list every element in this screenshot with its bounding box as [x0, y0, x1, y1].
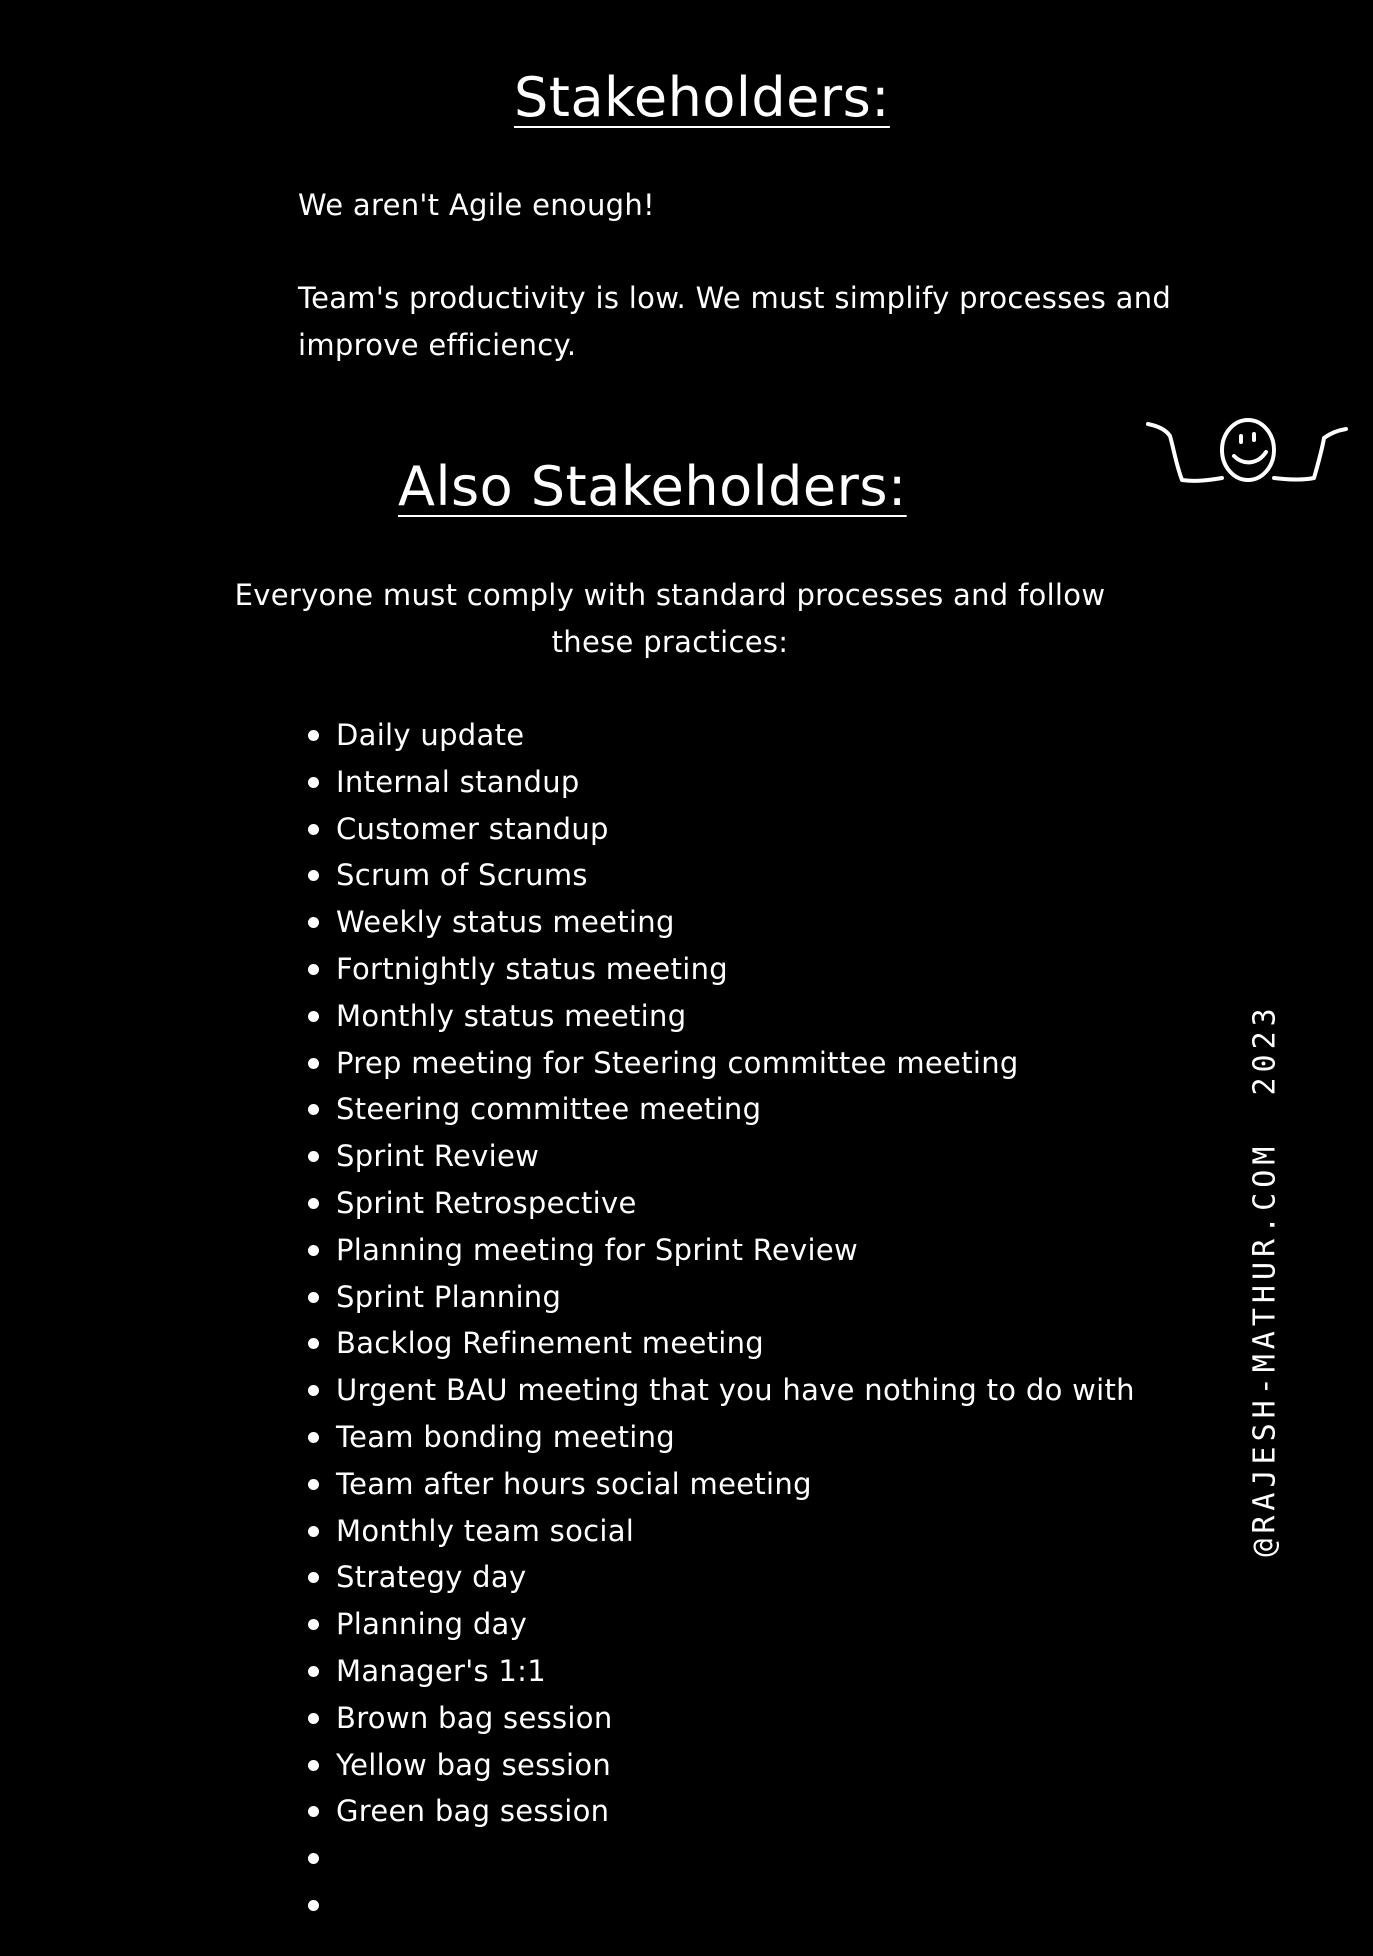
- practice-item: Sprint Retrospective: [306, 1180, 1135, 1227]
- practice-item: Monthly team social: [306, 1508, 1135, 1555]
- practice-item: Strategy day: [306, 1554, 1135, 1601]
- statement-not-agile: We aren't Agile enough!: [298, 188, 655, 222]
- practices-list: [306, 712, 1135, 1929]
- practice-item: Customer standup: [306, 806, 1135, 853]
- shrugging-stick-figure-icon: [1140, 410, 1350, 510]
- statement-productivity: Team's productivity is low. We must simplify processes and improve efficiency.: [298, 281, 1172, 362]
- practice-item: Planning day: [306, 1601, 1135, 1648]
- heading-stakeholders: Stakeholders:: [514, 66, 890, 129]
- practice-item: Yellow bag session: [306, 1742, 1135, 1789]
- watermark: @RAJESH-MATHUR.COM 2023: [1247, 1003, 1283, 1557]
- practice-item: Steering committee meeting: [306, 1086, 1135, 1133]
- practice-item: Daily update: [306, 712, 1135, 759]
- practice-item: [306, 1882, 1135, 1929]
- practice-item: Green bag session: [306, 1788, 1135, 1835]
- practice-item: Brown bag session: [306, 1695, 1135, 1742]
- practice-item: Urgent BAU meeting that you have nothing to do with: [306, 1367, 1135, 1414]
- practice-item: Sprint Review: [306, 1133, 1135, 1180]
- practice-item: Fortnightly status meeting: [306, 946, 1135, 993]
- practice-item: Team after hours social meeting: [306, 1461, 1135, 1508]
- practice-item: Team bonding meeting: [306, 1414, 1135, 1461]
- practice-item: Prep meeting for Steering committee meeting: [306, 1040, 1135, 1087]
- practice-item: Backlog Refinement meeting: [306, 1320, 1135, 1367]
- practice-item: Internal standup: [306, 759, 1135, 806]
- heading-also-stakeholders: Also Stakeholders:: [398, 455, 907, 518]
- practice-item: Weekly status meeting: [306, 899, 1135, 946]
- practice-item: Scrum of Scrums: [306, 852, 1135, 899]
- practice-item: Manager's 1:1: [306, 1648, 1135, 1695]
- statement-comply: Everyone must comply with standard processes and follow these practices:: [234, 578, 1106, 659]
- practice-item: [306, 1835, 1135, 1882]
- practice-item: Planning meeting for Sprint Review: [306, 1227, 1135, 1274]
- practice-item: Sprint Planning: [306, 1274, 1135, 1321]
- practice-item: Monthly status meeting: [306, 993, 1135, 1040]
